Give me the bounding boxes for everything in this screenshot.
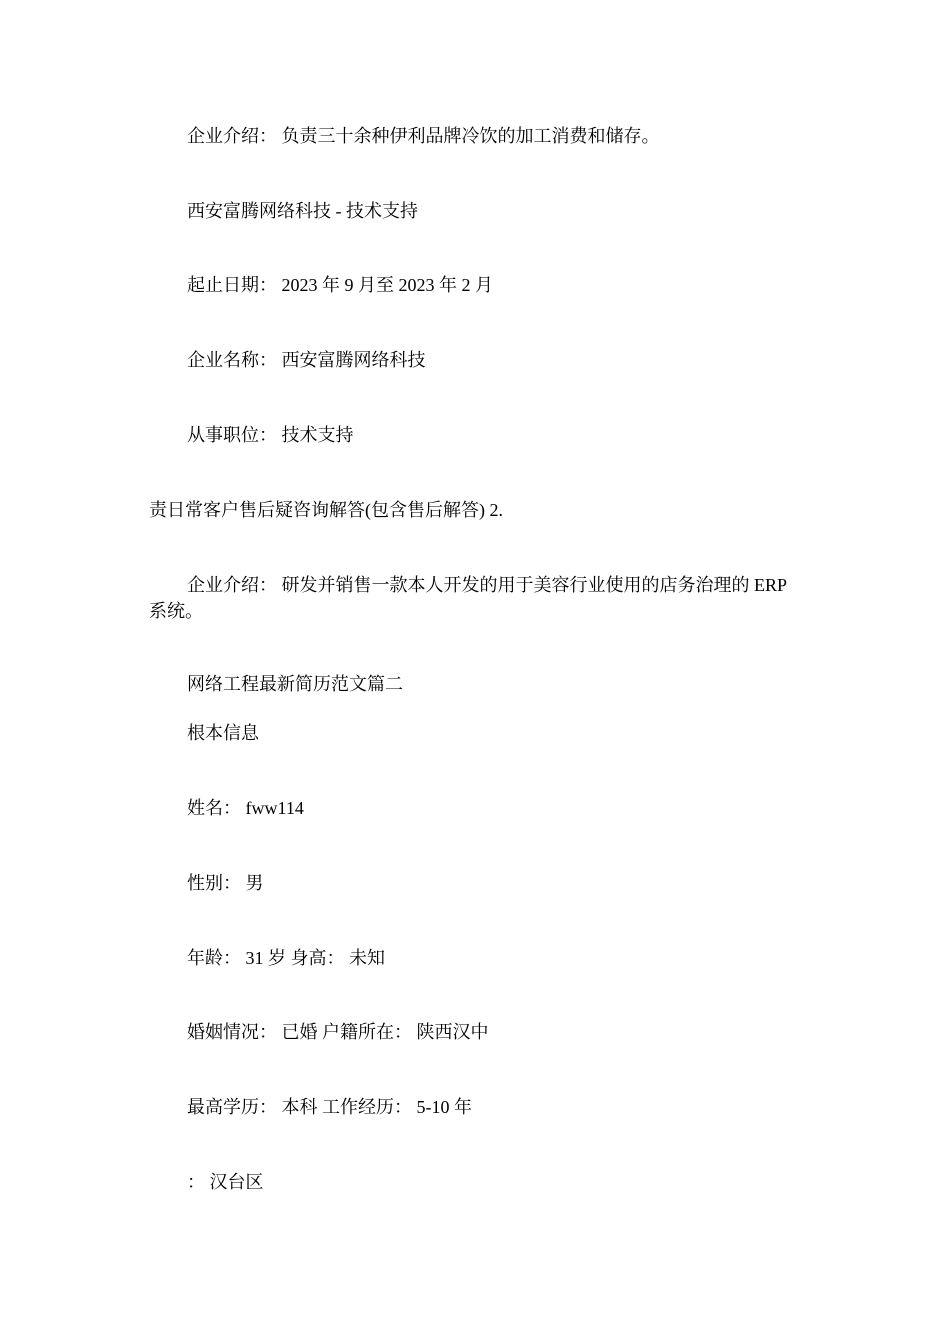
position: 从事职位： 技术支持 <box>187 425 354 445</box>
job-title-heading: 西安富腾网络科技 - 技术支持 <box>187 201 418 221</box>
company-intro-2 <box>149 572 799 624</box>
duty-text: 责日常客户售后疑咨询解答(包含售后解答) 2. <box>149 500 503 520</box>
company-intro-1: 企业介绍： 负责三十余种伊利品牌冷饮的加工消费和储存。 <box>187 126 660 146</box>
age-height-field: 年龄： 31 岁 身高： 未知 <box>187 948 385 968</box>
section-title: 网络工程最新简历范文篇二 <box>187 674 403 694</box>
basic-info-heading: 根本信息 <box>187 723 259 743</box>
company-intro-2-text: 企业介绍： 研发并销售一款本人开发的用于美容行业使用的店务治理的 ERP 系统。 <box>149 575 787 621</box>
education-experience-field: 最高学历： 本科 工作经历： 5-10 年 <box>187 1097 472 1117</box>
name-field: 姓名： fww114 <box>187 798 304 818</box>
date-range: 起止日期： 2023 年 9 月至 2023 年 2 月 <box>187 275 493 295</box>
company-name: 企业名称： 西安富腾网络科技 <box>187 350 426 370</box>
marital-hukou-field: 婚姻情况： 已婚 户籍所在： 陕西汉中 <box>187 1022 489 1042</box>
gender-field: 性别： 男 <box>187 873 264 893</box>
district-field: ： 汉台区 <box>187 1172 264 1192</box>
